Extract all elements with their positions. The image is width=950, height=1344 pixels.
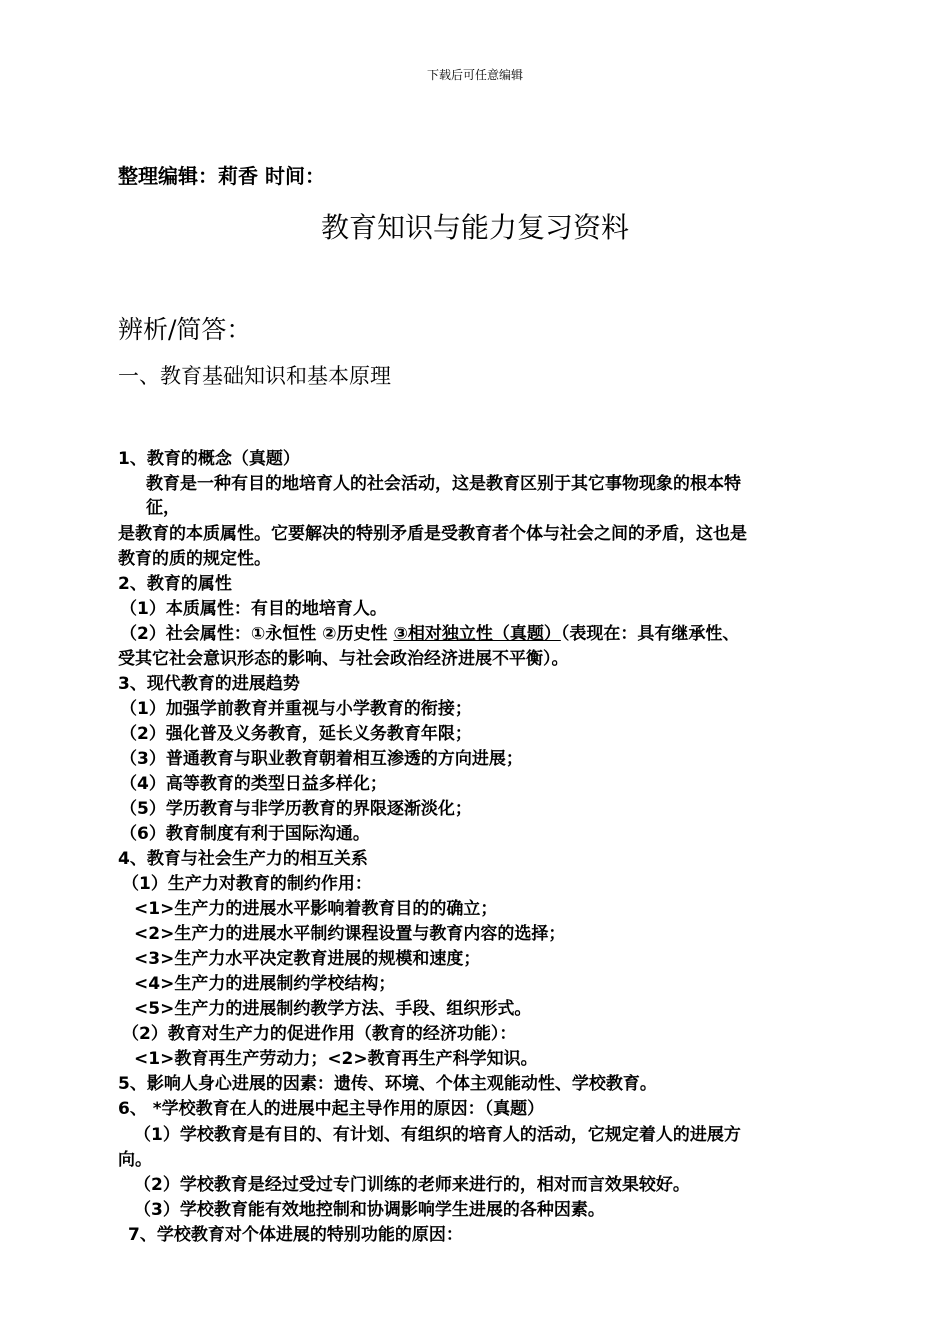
- list-item: （3）普通教育与职业教育朝着相互渗透的方向进展；: [120, 749, 523, 769]
- list-item: （1）加强学前教育并重视与小学教育的衔接；: [120, 699, 472, 719]
- list-item: <3>生产力水平决定教育进展的规模和速度；: [134, 949, 481, 969]
- list-item: （1）生产力对教育的制约作用：: [122, 874, 372, 894]
- list-item: （2）学校教育是经过受过专门训练的老师来进行的，相对而言效果较好。: [134, 1175, 690, 1195]
- paragraph-line: 教育的质的规定性。: [118, 549, 271, 569]
- list-item: （6）教育制度有利于国际沟通。: [120, 824, 370, 844]
- list-item: （2）强化普及义务教育，延长义务教育年限；: [120, 724, 472, 744]
- list-item: （3）学校教育能有效地控制和协调影响学生进展的各种因素。: [134, 1200, 605, 1220]
- list-item-text: （表现在：具有继承性、: [560, 624, 740, 644]
- item-heading: 2、教育的属性: [118, 574, 232, 594]
- chapter-heading: 一、教育基础知识和基本原理: [118, 364, 391, 388]
- paragraph-line: 是教育的本质属性。它要解决的特别矛盾是受教育者个体与社会之间的矛盾，这也是: [118, 524, 747, 544]
- list-item: <1>教育再生产劳动力；<2>教育再生产科学知识。: [134, 1049, 538, 1069]
- page-title: 教育知识与能力复习资料: [320, 211, 629, 244]
- list-item-text: （2）社会属性：①永恒性 ②历史性: [120, 624, 394, 644]
- item-heading: 5、影响人身心进展的因素：遗传、环境、个体主观能动性、学校教育。: [118, 1074, 657, 1094]
- list-item: <1>生产力的进展水平影响着教育目的的确立；: [134, 899, 498, 919]
- item-heading: 4、教育与社会生产力的相互关系: [118, 849, 368, 869]
- list-item: <2>生产力的进展水平制约课程设置与教育内容的选择；: [134, 924, 566, 944]
- paragraph-line: 教育是一种有目的地培育人的社会活动，这是教育区别于其它事物现象的根本特: [146, 474, 741, 494]
- list-item: <5>生产力的进展制约教学方法、手段、组织形式。: [134, 999, 532, 1019]
- item-heading: 1、教育的概念（真题）: [118, 449, 300, 469]
- list-item: （4）高等教育的类型日益多样化；: [120, 774, 387, 794]
- list-item: [120, 622, 739, 646]
- page-header: 下载后可任意编辑: [426, 68, 523, 82]
- list-item: （1）本质属性：有目的地培育人。: [120, 599, 387, 619]
- item-heading: 6、 *学校教育在人的进展中起主导作用的原因：（真题）: [118, 1099, 545, 1119]
- paragraph-line: 受其它社会意识形态的影响、与社会政治经济进展不平衡）。: [118, 649, 569, 669]
- section-heading: 辨析/简答：: [118, 315, 252, 344]
- paragraph-line: 征，: [146, 498, 180, 518]
- underlined-term: ③相对独立性（真题）: [393, 624, 561, 644]
- list-item: （2）教育对生产力的促进作用（教育的经济功能）：: [122, 1024, 517, 1044]
- item-heading: 7、学校教育对个体进展的特别功能的原因：: [128, 1225, 463, 1245]
- editor-line: 整理编辑：莉香 时间：: [118, 164, 325, 188]
- list-item: <4>生产力的进展制约学校结构；: [134, 974, 396, 994]
- list-item: （5）学历教育与非学历教育的界限逐渐淡化；: [120, 799, 472, 819]
- item-heading: 3、现代教育的进展趋势: [118, 674, 300, 694]
- paragraph-line: 向。: [118, 1150, 152, 1170]
- list-item: （1）学校教育是有目的、有计划、有组织的培育人的活动，它规定着人的进展方: [134, 1125, 741, 1145]
